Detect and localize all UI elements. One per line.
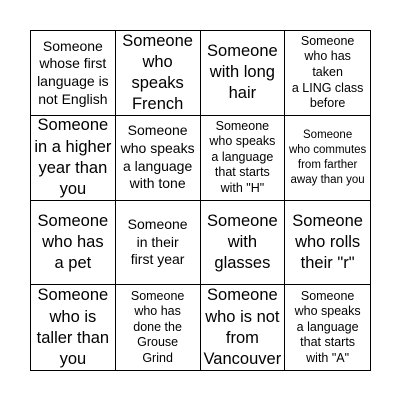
cell-text: Someone in their first year [127, 215, 188, 268]
cell-text: Someone who rolls their "r" [292, 211, 363, 272]
cell-text: Someone who speaks French [122, 31, 193, 113]
bingo-cell-r1c3 [201, 31, 286, 116]
cell-text: Someone with long hair [207, 42, 278, 103]
cell-text: Someone whose first language is not English [37, 37, 109, 107]
bingo-cell-r4c3 [201, 285, 286, 370]
cell-text: Someone who has taken a LING class before [291, 33, 364, 111]
bingo-cell-r2c3 [201, 116, 286, 201]
bingo-cell-r3c4 [285, 201, 370, 286]
cell-text: Someone who has done the Grouse Grind [130, 288, 185, 366]
bingo-cell-r1c1 [31, 31, 116, 116]
bingo-cell-r2c4 [285, 116, 370, 201]
bingo-cell-r1c2 [116, 31, 201, 116]
bingo-cell-r3c2 [116, 201, 201, 286]
cell-text: Someone in a higher year than you [34, 116, 112, 198]
bingo-cell-r4c2 [116, 285, 201, 370]
bingo-cell-r2c2 [116, 116, 201, 201]
cell-text: Someone who has a pet [37, 211, 109, 272]
bingo-grid [30, 30, 371, 371]
bingo-cell-r2c1 [31, 116, 116, 201]
cell-text: Someone who is taller than you [36, 286, 110, 368]
cell-text: Someone who speaks a language that starts with "A" [294, 288, 361, 366]
cell-text: Someone who speaks a language with tone [120, 122, 195, 192]
bingo-cell-r4c1 [31, 285, 116, 370]
cell-text: Someone who is not from Vancouver [203, 286, 282, 368]
cell-text: Someone with glasses [207, 211, 278, 272]
cell-text: Someone who commutes from farther away than you [288, 128, 367, 186]
bingo-cell-r1c4 [285, 31, 370, 116]
bingo-cell-r3c3 [201, 201, 286, 286]
cell-text: Someone who speaks a language that starts with "H" [209, 118, 276, 196]
bingo-cell-r4c4 [285, 285, 370, 370]
bingo-cell-r3c1 [31, 201, 116, 286]
